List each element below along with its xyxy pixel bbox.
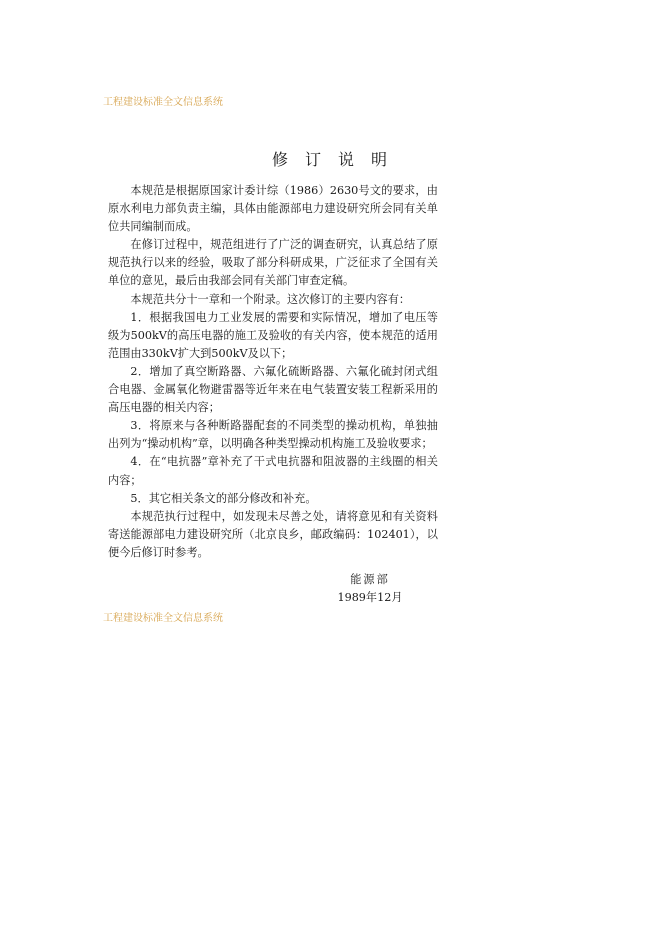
paragraph-feedback: 本规范执行过程中，如发现未尽善之处，请将意见和有关资料寄送能源部电力建设研究所（北京良乡，邮政编码：102401），以便今后修订时参考。 [108,509,438,559]
list-item-5: 5．其它相关条文的部分修改和补充。 [130,491,317,505]
list-item-3: 3．将原来与各种断路器配套的不同类型的操动机构，单独抽出列为“操动机构”章，以明确各种类型操动机构施工及验收要求； [108,419,438,451]
watermark-top: 工程建设标准全文信息系统 [103,97,223,108]
watermark-bottom: 工程建设标准全文信息系统 [103,613,223,624]
paragraph-process: 在修订过程中，规范组进行了广泛的调查研究，认真总结了原规范执行以来的经验，吸取了部分科研成果，广泛征求了全国有关单位的意见，最后由我部会同有关部门审查定稿。 [108,238,438,288]
signature-org: 能源部 [350,573,390,586]
list-item-1: 1．根据我国电力工业发展的需要和实际情况，增加了电压等级为500kV的高压电器的施工及验收的有关内容，使本规范的适用范围由330kV扩大到500kV及以下； [108,310,438,360]
list-item-2: 2．增加了真空断路器、六氟化硫断路器、六氟化硫封闭式组合电器、金属氧化物避雷器等近年来在电气装置安装工程新采用的高压电器的相关内容； [108,364,438,415]
document-body [108,182,438,562]
paragraph-intro: 本规范是根据原国家计委计综（1986）2630号文的要求，由原水利电力部负责主编，具体由能源部电力建设研究所会同有关单位共同编制而成。 [108,184,438,234]
signature-date: 1989年12月 [337,591,403,604]
paragraph-structure: 本规范共分十一章和一个附录。这次修订的主要内容有： [130,292,411,306]
list-item-4: 4．在“电抗器”章补充了干式电抗器和阻波器的主线圈的相关内容； [108,455,438,487]
page-title: 修订说明 [271,150,404,169]
